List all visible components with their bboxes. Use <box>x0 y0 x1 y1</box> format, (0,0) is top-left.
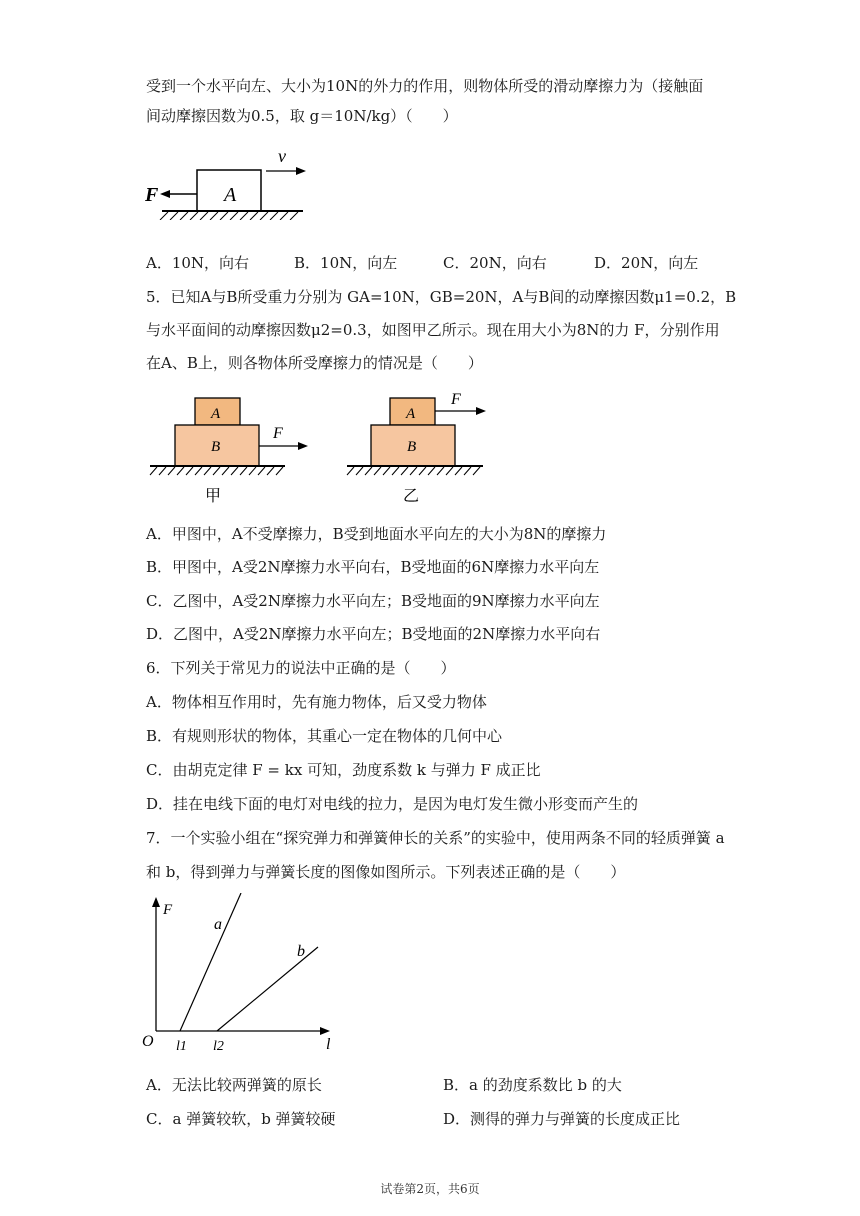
block-a-label: A <box>211 406 221 422</box>
q5-option-b[interactable]: B．甲图中，A受2N摩擦力水平向右，B受地面的6N摩擦力水平向左 <box>146 558 600 576</box>
tick-l2: l2 <box>213 1039 224 1054</box>
block-b-label: B <box>407 439 417 455</box>
q6-option-d[interactable]: D．挂在电线下面的电灯对电线的拉力，是因为电灯发生微小形变而产生的 <box>146 795 639 813</box>
velocity-arrow <box>296 167 306 175</box>
line-a <box>180 893 241 1031</box>
x-axis-label: l <box>326 1036 331 1053</box>
force-f-label: F <box>451 391 461 408</box>
y-axis-arrow <box>152 897 160 907</box>
q4-option-b[interactable]: B．10N，向左 <box>294 254 398 272</box>
q7-option-c[interactable]: C．a 弹簧较软，b 弹簧较硬 <box>146 1110 336 1128</box>
tick-l1: l1 <box>176 1039 187 1054</box>
force-f-label: F <box>145 184 159 206</box>
caption-yi: 乙 <box>403 486 420 505</box>
line-b-label: b <box>297 943 305 960</box>
q6-option-a[interactable]: A．物体相互作用时，先有施力物体，后又受力物体 <box>146 693 487 711</box>
force-arrow <box>160 190 170 198</box>
q4-stem-line2: 间动摩擦因数为0.5，取 g＝10N/kg）（ ） <box>146 107 458 125</box>
q4-stem-line1: 受到一个水平向左、大小为10N的外力的作用，则物体所受的滑动摩擦力为（接触面 <box>146 77 704 95</box>
block-b-label: B <box>211 439 221 455</box>
q6-option-b[interactable]: B．有规则形状的物体，其重心一定在物体的几何中心 <box>146 727 503 745</box>
q5-stem-line2: 与水平面间的动摩擦因数μ2=0.3，如图甲乙所示。现在用大小为8N的力 F，分别作用 <box>146 321 720 339</box>
force-f-label: F <box>273 425 283 442</box>
q7-option-a[interactable]: A．无法比较两弹簧的原长 <box>146 1076 322 1094</box>
block-a-label: A <box>406 406 416 422</box>
q4-option-d[interactable]: D．20N，向左 <box>594 254 699 272</box>
q7-stem-line1: 7．一个实验小组在“探究弹力和弹簧伸长的关系”的实验中，使用两条不同的轻质弹簧 a <box>146 829 725 847</box>
x-axis-arrow <box>320 1027 330 1035</box>
q5-option-c[interactable]: C．乙图中，A受2N摩擦力水平向左；B受地面的9N摩擦力水平向左 <box>146 592 600 610</box>
q6-stem: 6．下列关于常见力的说法中正确的是（ ） <box>146 659 456 677</box>
q7-option-b[interactable]: B．a 的劲度系数比 b 的大 <box>443 1076 622 1094</box>
q5-figure <box>145 388 505 508</box>
figure-jia <box>150 398 308 505</box>
q7-graph <box>138 893 348 1058</box>
velocity-label: v <box>278 146 286 166</box>
q4-figure <box>140 140 320 220</box>
force-arrow <box>476 407 486 415</box>
line-a-label: a <box>214 916 222 933</box>
force-arrow <box>298 442 308 450</box>
q4-option-c[interactable]: C．20N，向右 <box>443 254 547 272</box>
q4-option-a[interactable]: A．10N，向右 <box>146 254 250 272</box>
q6-option-c[interactable]: C．由胡克定律 F = kx 可知，劲度系数 k 与弹力 F 成正比 <box>146 761 541 779</box>
q7-stem-line2: 和 b，得到弹力与弹簧长度的图像如图所示。下列表述正确的是（ ） <box>146 863 626 881</box>
page-footer: 试卷第2页，共6页 <box>380 1182 480 1196</box>
y-axis-label: F <box>163 902 173 918</box>
block-a-label: A <box>224 184 237 206</box>
q5-option-d[interactable]: D．乙图中，A受2N摩擦力水平向左；B受地面的2N摩擦力水平向右 <box>146 625 601 643</box>
caption-jia: 甲 <box>205 486 222 505</box>
q7-option-d[interactable]: D．测得的弹力与弹簧的长度成正比 <box>443 1110 681 1128</box>
q5-stem-line3: 在A、B上，则各物体所受摩擦力的情况是（ ） <box>146 354 483 372</box>
figure-yi <box>347 391 486 505</box>
q5-option-a[interactable]: A．甲图中，A不受摩擦力，B受到地面水平向左的大小为8N的摩擦力 <box>146 525 607 543</box>
origin-label: O <box>142 1033 154 1050</box>
q5-stem-line1: 5．已知A与B所受重力分别为 GA=10N，GB=20N，A与B间的动摩擦因数μ1=0.2，B <box>146 288 737 306</box>
